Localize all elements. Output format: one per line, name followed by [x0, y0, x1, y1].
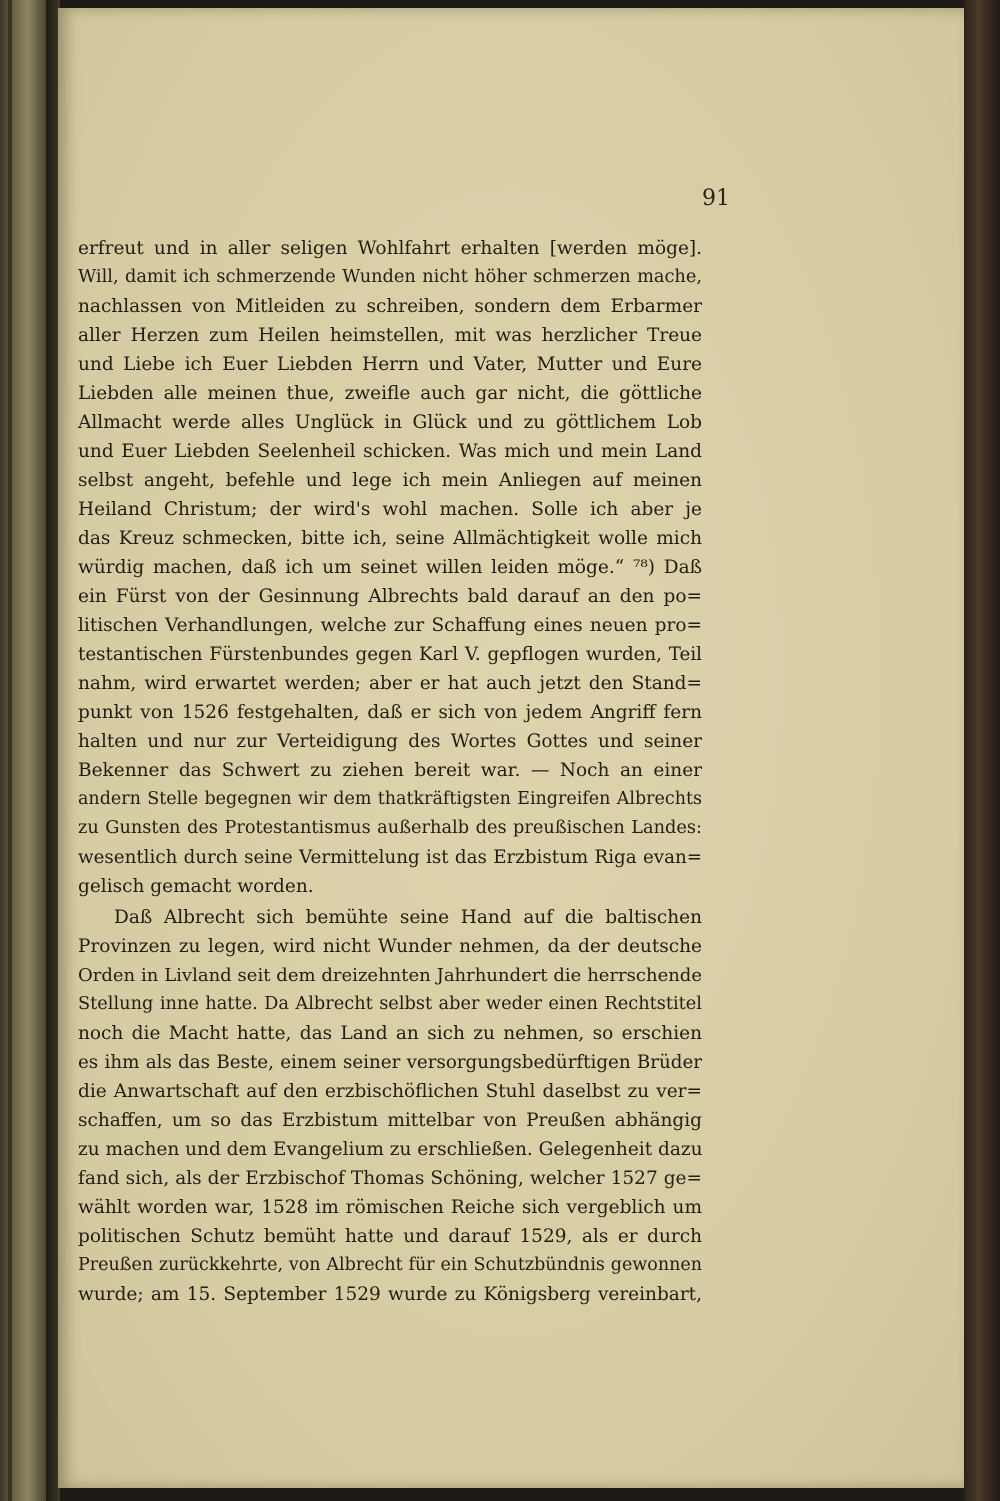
text-line: Stellung inne hatte. Da Albrecht selbst aber weder einen Rechtstitel: [78, 994, 702, 1014]
text-line: die Anwartschaft auf den erzbischöflichen Stuhl daselbst zu ver=: [78, 1081, 702, 1102]
text-line: es ihm als das Beste, einem seiner versorgungsbedürftigen Brüder: [78, 1052, 702, 1073]
book-cover-edge: [964, 0, 1000, 1501]
text-line: Heiland Christum; der wird's wohl machen. Solle ich aber je: [78, 499, 702, 520]
text-line: politischen Schutz bemüht hatte und darauf 1529, als er durch: [78, 1226, 702, 1247]
text-line: Will, damit ich schmerzende Wunden nicht höher schmerzen mache,: [78, 267, 702, 287]
text-line: wählt worden war, 1528 im römischen Reiche sich vergeblich um: [78, 1197, 702, 1218]
text-line: das Kreuz schmecken, bitte ich, seine Allmächtigkeit wolle mich: [78, 528, 702, 549]
page-number: 91: [702, 186, 730, 211]
text-line: schaffen, um so das Erzbistum mittelbar von Preußen abhängig: [78, 1110, 702, 1131]
text-line: testantischen Fürstenbundes gegen Karl V. gepflogen wurden, Teil: [78, 644, 702, 665]
text-line: Liebden alle meinen thue, zweifle auch gar nicht, die göttliche: [78, 383, 702, 404]
paragraph: [78, 903, 702, 1309]
text-line: aller Herzen zum Heilen heimstellen, mit was herzlicher Treue: [78, 325, 702, 346]
previous-page-edge: [0, 0, 46, 1501]
text-line: Bekenner das Schwert zu ziehen bereit war. — Noch an einer: [78, 760, 702, 781]
text-line: ein Fürst von der Gesinnung Albrechts bald darauf an den po=: [78, 586, 702, 607]
text-line: wesentlich durch seine Vermittelung ist das Erzbistum Riga evan=: [78, 847, 702, 868]
text-line: wurde; am 15. September 1529 wurde zu Königsberg vereinbart,: [78, 1284, 702, 1305]
text-line: erfreut und in aller seligen Wohlfahrt erhalten [werden möge].: [78, 238, 702, 259]
text-line: und Euer Liebden Seelenheil schicken. Was mich und mein Land: [78, 441, 702, 462]
text-line: zu Gunsten des Protestantismus außerhalb des preußischen Landes:: [78, 818, 702, 838]
text-line: Allmacht werde alles Unglück in Glück und zu göttlichem Lob: [78, 412, 702, 433]
text-line: andern Stelle begegnen wir dem thatkräftigsten Eingreifen Albrechts: [78, 789, 702, 809]
text-line: noch die Macht hatte, das Land an sich zu nehmen, so erschien: [78, 1023, 702, 1044]
text-line: gelisch gemacht worden.: [78, 876, 314, 897]
paragraph: [78, 234, 702, 901]
text-line: halten und nur zur Verteidigung des Wortes Gottes und seiner: [78, 731, 702, 752]
text-line: litischen Verhandlungen, welche zur Schaffung eines neuen pro=: [78, 615, 702, 636]
text-line: Orden in Livland seit dem dreizehnten Jahrhundert die herrschende: [78, 965, 702, 986]
text-line: Provinzen zu legen, wird nicht Wunder nehmen, da der deutsche: [78, 936, 702, 957]
text-line: nahm, wird erwartet werden; aber er hat auch jetzt den Stand=: [78, 673, 702, 694]
text-line: fand sich, als der Erzbischof Thomas Schöning, welcher 1527 ge=: [78, 1168, 702, 1189]
page-body: [78, 234, 702, 1309]
text-line: punkt von 1526 festgehalten, daß er sich von jedem Angriff fern: [78, 702, 702, 723]
text-line: Preußen zurückkehrte, von Albrecht für ein Schutzbündnis gewonnen: [78, 1255, 702, 1275]
text-line: selbst angeht, befehle und lege ich mein Anliegen auf meinen: [78, 470, 702, 491]
text-line: Daß Albrecht sich bemühte seine Hand auf die baltischen: [114, 907, 702, 928]
text-line: zu machen und dem Evangelium zu erschließen. Gelegenheit dazu: [78, 1139, 703, 1160]
text-line: nachlassen von Mitleiden zu schreiben, sondern dem Erbarmer: [78, 296, 702, 317]
text-line: würdig machen, daß ich um seinet willen leiden möge.“ ⁷⁸) Daß: [78, 557, 702, 578]
text-line: und Liebe ich Euer Liebden Herrn und Vater, Mutter und Eure: [78, 354, 702, 375]
